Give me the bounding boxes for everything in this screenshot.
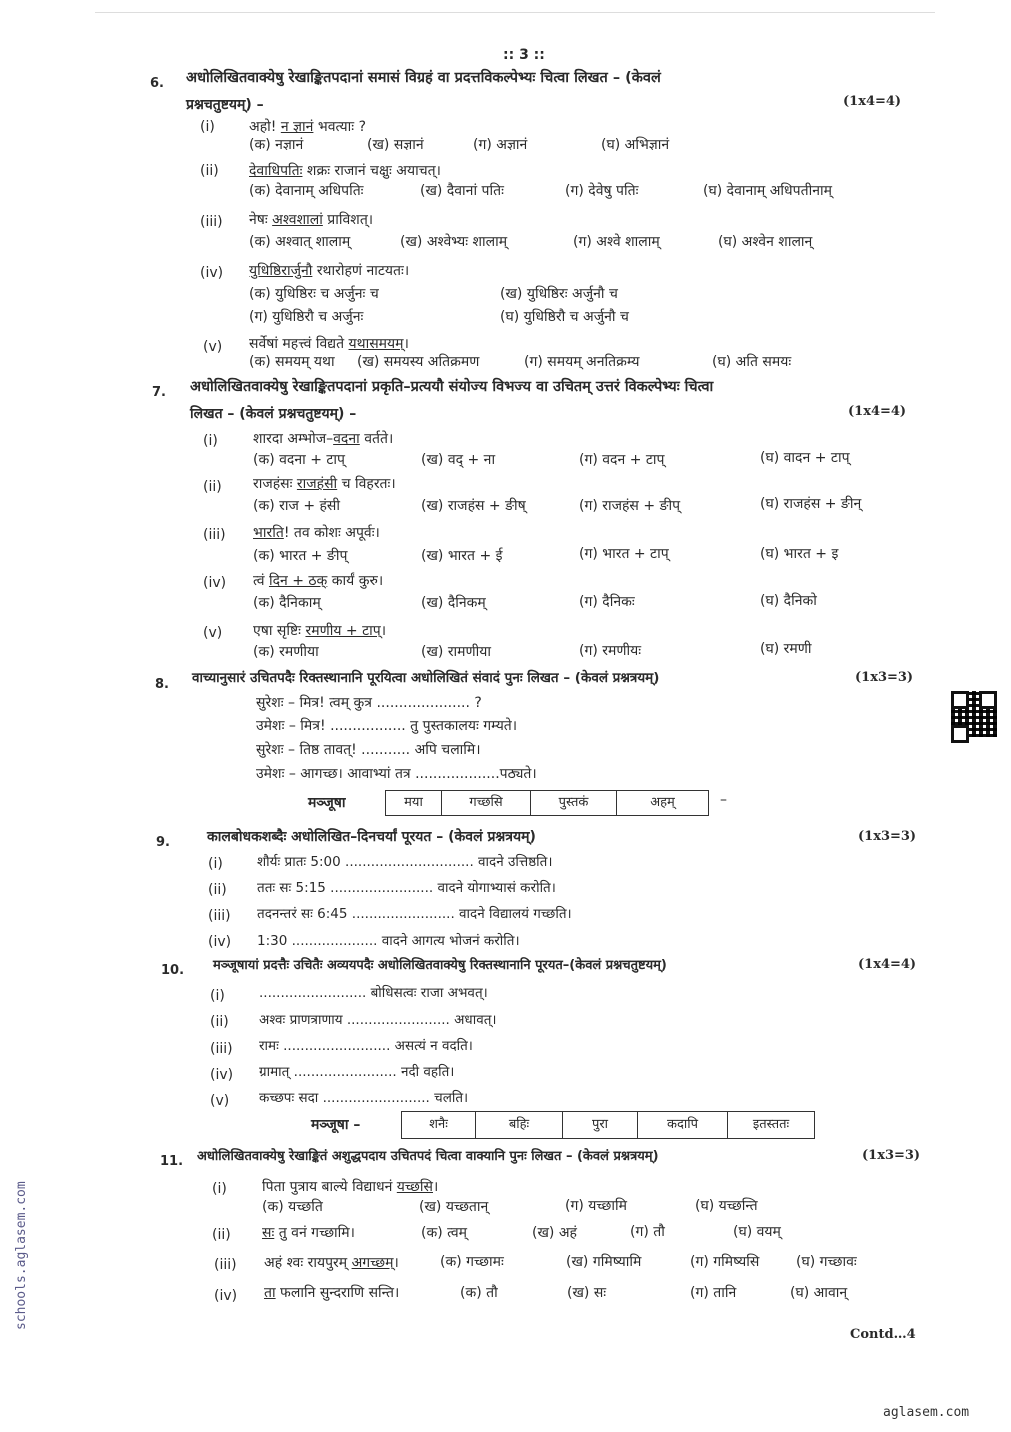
q9-item-number: (iii) [208, 908, 231, 924]
q9-item-number: (iv) [208, 934, 232, 950]
word-box-word: पुरा [563, 1112, 638, 1138]
option: (ख) राजहंस + ङीष् [421, 498, 526, 514]
option: (घ) देवानाम् अधिपतीनाम् [703, 183, 832, 199]
option: (ख) दैवानां पतिः [420, 183, 504, 199]
option: (ग) देवेषु पतिः [565, 183, 639, 199]
q10-instruction: मञ्जूषायां प्रदत्तैः उचितैः अव्ययपदैः अधोलिखितवाक्येषु रिक्तस्थानानि पूरयत–(केवलं प्रश्नचतुष्टयम्) [213, 958, 667, 973]
option: (घ) अति समयः [712, 354, 792, 370]
q9-instruction: कालबोधकशब्दैः अधोलिखित–दिनचर्यां पूरयत – (केवलं प्रश्नत्रयम्) [207, 829, 536, 845]
option: (ग) यच्छामि [565, 1198, 627, 1214]
option: (क) त्वम् [421, 1225, 467, 1241]
q7-marks: (1x4=4) [848, 404, 907, 419]
footer-watermark: aglasem.com [883, 1405, 970, 1420]
q11-item-number: (iii) [214, 1257, 237, 1273]
qr-code-corner [951, 725, 969, 743]
option: (ख) वद् + ना [421, 452, 496, 468]
word-box-word: मया [386, 791, 442, 815]
q7-item-sentence: भारति! तव कोशः अपूर्वः। [253, 525, 380, 541]
option: (ग) अज्ञानं [473, 137, 528, 153]
q6-item-number: (v) [203, 339, 223, 355]
option: (ग) तौ [630, 1224, 665, 1240]
q11-item-number: (ii) [212, 1227, 231, 1243]
word-box-word: बहिः [476, 1112, 563, 1138]
option: (ख) यच्छतान् [419, 1199, 489, 1215]
option: (क) भारत + ङीप् [253, 548, 348, 564]
dialogue-line: उमेशः – मित्र! ................. तु पुस्तकालयः गम्यते। [256, 718, 518, 734]
q6-marks: (1x4=4) [843, 94, 902, 109]
q6-item-sentence: सर्वेषां महत्त्वं विद्यते यथासमयम्। [249, 336, 409, 352]
q9-item-text: ततः सः 5:15 ........................ वादने योगाभ्यासं करोति। [257, 880, 556, 896]
option: (क) समयम् यथा [249, 354, 335, 370]
q6-item-sentence: युधिष्ठिरार्जुनौ रथारोहणं नाटयतः। [249, 263, 410, 279]
q7-instruction-cont: लिखत – (केवलं प्रश्नचतुष्टयम्) – [190, 406, 357, 422]
q9-item-number: (ii) [208, 882, 227, 898]
option: (घ) दैनिको [760, 593, 817, 609]
sidebar-watermark: schools.aglasem.com [14, 1181, 29, 1330]
q7-item-number: (iv) [203, 575, 227, 591]
q7-item-number: (v) [203, 625, 223, 641]
option: (घ) राजहंस + ङीन् [760, 496, 862, 512]
option: (घ) अभिज्ञानं [601, 137, 670, 153]
word-box-word: गच्छसि [442, 791, 531, 815]
top-rule [95, 12, 935, 13]
word-box-word: अहम् [650, 795, 675, 810]
q11-item-sentence: सः तु वनं गच्छामि। [262, 1225, 355, 1241]
q10-item-text: रामः ......................... असत्यं न वदति। [259, 1038, 473, 1054]
q6-item-number: (i) [200, 119, 215, 135]
word-box-word: कदापि [638, 1112, 728, 1138]
q10-item-text: कच्छपः सदा ......................... चलति। [259, 1090, 469, 1106]
option: (क) तौ [460, 1285, 498, 1301]
option: (ख) युधिष्ठिरः अर्जुनौ च [500, 286, 618, 302]
option: (ख) दैनिकम् [421, 595, 486, 611]
option: (क) गच्छामः [440, 1254, 504, 1270]
dialogue-line: सुरेशः – तिष्ठ तावत्! ........... अपि चलामि। [256, 742, 481, 758]
word-box-label: मञ्जूषा [308, 795, 346, 811]
q7-item-number: (iii) [203, 527, 226, 543]
option: (ग) वदन + टाप् [579, 452, 665, 468]
q10-marks: (1x4=4) [858, 957, 917, 972]
option: (ख) अश्वेभ्यः शालाम् [400, 234, 508, 250]
word-box-tail: – [720, 792, 727, 808]
q10-item-number: (i) [210, 988, 225, 1004]
q10-item-text: अश्वः प्राणत्राणाय ........................ अधावत्। [259, 1012, 497, 1028]
q9-item-text: 1:30 .................... वादने आगत्य भोजनं करोति। [257, 933, 520, 949]
q11-number: 11. [160, 1154, 184, 1169]
option: (ख) अहं [532, 1225, 577, 1241]
q6-item-sentence: नेषः अश्वशालां प्राविशत्। [249, 212, 374, 228]
q11-item-number: (iv) [214, 1288, 238, 1304]
option: (ख) सज्ञानं [367, 137, 424, 153]
q7-item-number: (ii) [203, 479, 222, 495]
q11-marks: (1x3=3) [862, 1148, 921, 1163]
q6-item-sentence: अहो! न ज्ञानं भवत्याः ? [249, 119, 367, 135]
q9-item-number: (i) [208, 856, 223, 872]
option: (क) दैनिकाम् [253, 595, 321, 611]
q11-instruction: अधोलिखितवाक्येषु रेखाङ्कितं अशुद्धपदाय उचितपदं चित्वा वाक्यानि पुनः लिखत – (केवलं प्रश्नत्रयम्) [197, 1149, 659, 1164]
q7-item-sentence: एषा सृष्टिः रमणीय + टाप्। [253, 623, 387, 639]
option: (ग) दैनिकः [579, 594, 635, 610]
option: (क) राज + हंसी [253, 498, 341, 514]
q10-number: 10. [161, 963, 185, 978]
option: (ग) गमिष्यसि [690, 1254, 760, 1270]
option: (क) देवानाम् अधिपतिः [249, 183, 364, 199]
option: (ख) सः [567, 1285, 607, 1301]
q6-number: 6. [150, 76, 164, 91]
option: (ख) गमिष्यामि [566, 1254, 642, 1270]
option: (घ) गच्छावः [796, 1254, 857, 1270]
q6-item-number: (iv) [200, 265, 224, 281]
option: (घ) वयम् [733, 1224, 781, 1240]
q7-item-number: (i) [203, 433, 218, 449]
option: (ग) समयम् अनतिक्रम्य [524, 354, 640, 370]
q9-marks: (1x3=3) [858, 829, 917, 844]
option: (क) नज्ञानं [249, 137, 304, 153]
dialogue-line: उमेशः – आगच्छ। आवाभ्यां तत्र ...................पठ्यते। [256, 766, 537, 782]
option: (ग) भारत + टाप् [579, 546, 669, 562]
q8-number: 8. [155, 677, 169, 692]
q11-item-sentence: अहं श्वः रायपुरम् अगच्छम्। [264, 1255, 399, 1271]
option: (घ) यच्छन्ति [695, 1198, 758, 1214]
q10-item-number: (v) [210, 1093, 230, 1109]
option: (ख) रामणीया [421, 644, 492, 660]
option: (घ) अश्वेन शालान् [718, 234, 813, 250]
q11-item-sentence: ता फलानि सुन्दराणि सन्ति। [264, 1285, 400, 1301]
option: (क) अश्वात् शालाम् [249, 234, 351, 250]
q7-item-sentence: शारदा अम्भोज–वदना वर्तते। [253, 431, 394, 447]
option: (क) वदना + टाप् [253, 452, 346, 468]
page-number: :: 3 :: [503, 47, 545, 63]
option: (क) युधिष्ठिरः च अर्जुनः च [249, 286, 379, 302]
q7-item-sentence: राजहंसः राजहंसी च विहरतः। [253, 476, 396, 492]
option: (ग) अश्वे शालाम् [573, 234, 660, 250]
option: (ग) राजहंस + ङीप् [579, 498, 681, 514]
option: (ग) युधिष्ठिरौ च अर्जुनः [249, 309, 364, 325]
option: (घ) आवान् [790, 1285, 848, 1301]
option: (घ) वादन + टाप् [760, 450, 850, 466]
option: (क) यच्छति [262, 1199, 323, 1215]
q11-item-number: (i) [212, 1181, 227, 1197]
option: (ग) रमणीयः [579, 643, 642, 659]
q10-item-text: ग्रामात् ........................ नदी वहति। [259, 1064, 455, 1080]
word-box-word: इतस्ततः [752, 1117, 790, 1132]
word-box [401, 1111, 815, 1139]
q6-instruction: अधोलिखितवाक्येषु रेखाङ्कितपदानां समासं विग्रहं वा प्रदत्तविकल्पेभ्यः चित्वा लिखत – (केवलं [186, 70, 661, 86]
q9-item-text: तदनन्तरं सः 6:45 ........................ वादने विद्यालयं गच्छति। [257, 906, 572, 922]
q8-marks: (1x3=3) [855, 670, 914, 685]
option: (क) रमणीया [253, 644, 319, 660]
option: (ख) भारत + ई [421, 548, 503, 564]
option: (ग) तानि [690, 1285, 737, 1301]
q7-instruction: अधोलिखितवाक्येषु रेखाङ्कितपदानां प्रकृति–प्रत्ययौ संयोज्य विभज्य वा उचितम् उत्तरं विकल्पेभ्यः चित्वा [190, 379, 714, 395]
option: (ख) समयस्य अतिक्रमण [357, 354, 480, 370]
q9-item-text: शौर्यः प्रातः 5:00 .............................. वादने उत्तिष्ठति। [257, 854, 553, 870]
q6-item-number: (ii) [200, 163, 219, 179]
q9-number: 9. [156, 835, 170, 850]
dialogue-line: सुरेशः – मित्र! त्वम् कुत्र ..................... ? [256, 695, 482, 711]
q10-item-number: (iii) [210, 1041, 233, 1057]
word-box-word: शनैः [402, 1112, 476, 1138]
q11-item-sentence: पिता पुत्राय बाल्ये विद्याधनं यच्छसि। [262, 1179, 439, 1195]
q10-item-number: (iv) [210, 1067, 234, 1083]
word-box-label: मञ्जूषा – [311, 1117, 361, 1133]
contd-label: Contd…4 [850, 1327, 916, 1342]
option: (घ) युधिष्ठिरौ च अर्जुनौ च [500, 309, 629, 325]
option: (घ) भारत + इ [760, 546, 839, 562]
word-box-word: पुस्तकं [531, 791, 617, 815]
q10-item-text: ......................... बोधिसत्वः राजा अभवत्। [259, 985, 488, 1001]
option: (घ) रमणी [760, 641, 812, 657]
q6-item-sentence: देवाधिपतिः शक्रः राजानं चक्षुः अयाचत्। [249, 163, 441, 179]
q8-instruction: वाच्यानुसारं उचितपदैः रिक्तस्थानानि पूरयित्वा अधोलिखितं संवादं पुनः लिखत – (केवलं प्रश्नत्रयम्) [192, 670, 660, 686]
q6-item-number: (iii) [200, 214, 223, 230]
q7-item-sentence: त्वं दिन + ठक् कार्यं कुरु। [253, 573, 384, 589]
q10-item-number: (ii) [210, 1014, 229, 1030]
q7-number: 7. [152, 385, 166, 400]
word-box [385, 790, 709, 816]
q6-instruction-cont: प्रश्नचतुष्टयम्) – [186, 97, 264, 113]
